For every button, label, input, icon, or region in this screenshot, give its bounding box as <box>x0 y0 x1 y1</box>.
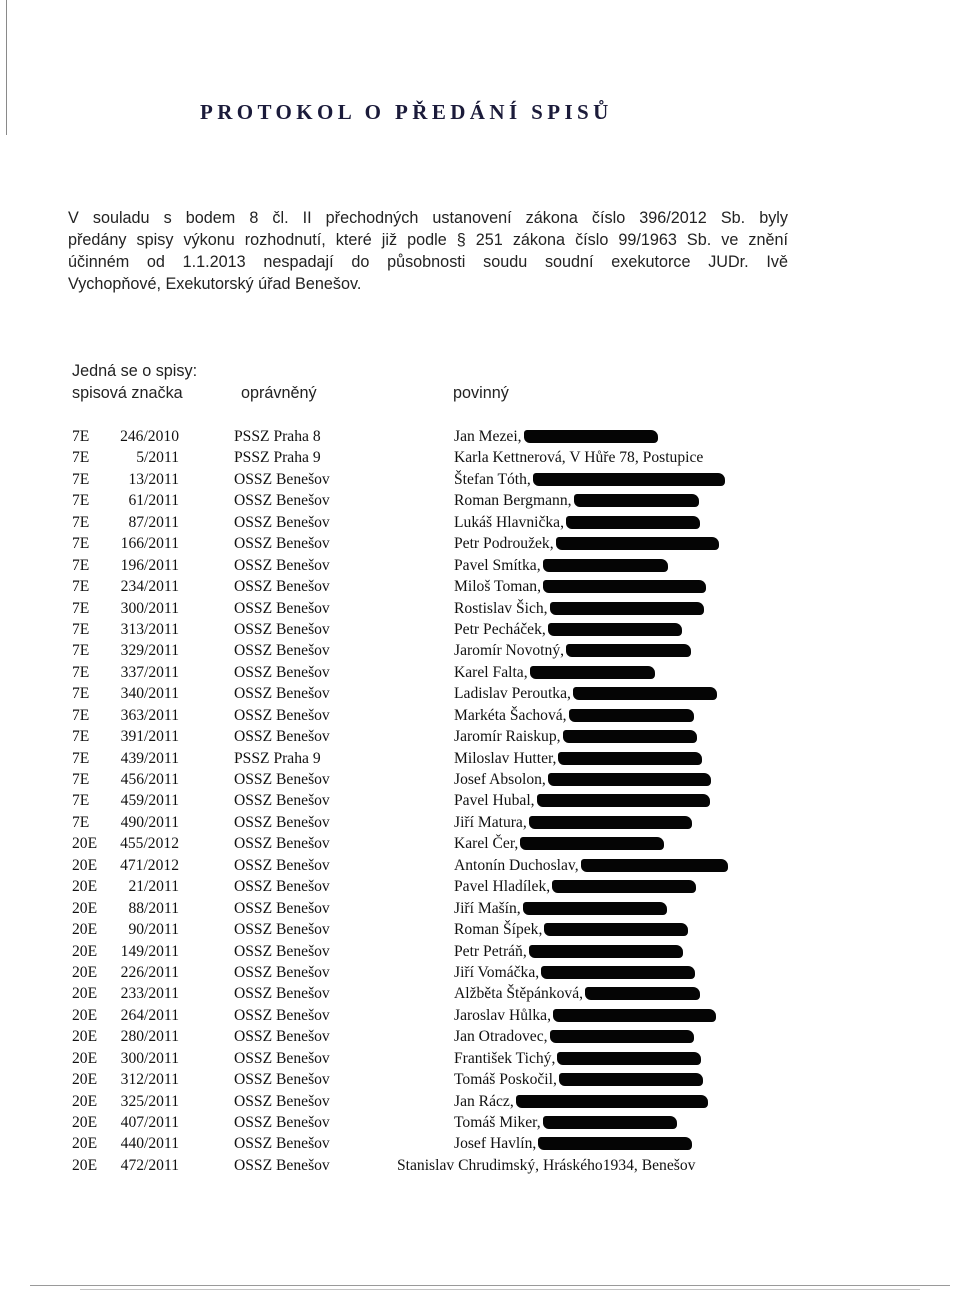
file-list <box>0 426 960 1176</box>
file-register: 20E <box>72 1156 98 1174</box>
file-register: 20E <box>72 1049 98 1067</box>
file-register: 20E <box>72 1071 98 1089</box>
redaction-bar <box>550 602 704 615</box>
file-row <box>0 683 960 704</box>
entitled-party: OSSZ Benešov <box>234 685 330 703</box>
file-number: 490/2011 <box>120 813 179 831</box>
obliged-party: Roman Šípek, <box>454 921 543 939</box>
obliged-party: Petr Pecháček, <box>454 620 546 638</box>
file-number: 455/2012 <box>120 835 179 853</box>
intro-line: předány spisy výkonu rozhodnutí, které již podle § 251 zákona číslo 99/1963 Sb. ve znění <box>68 231 788 249</box>
entitled-party: OSSZ Benešov <box>234 1092 330 1110</box>
file-row <box>0 769 960 790</box>
redaction-bar <box>573 687 717 700</box>
file-number: 87/2011 <box>128 513 179 531</box>
scan-edge-line <box>6 0 7 135</box>
obliged-party: Rostislav Šich, <box>454 599 548 617</box>
file-register: 7E <box>72 749 90 767</box>
obliged-party: Pavel Smítka, <box>454 556 541 574</box>
file-register: 7E <box>72 449 90 467</box>
entitled-party: OSSZ Benešov <box>234 706 330 724</box>
obliged-party: Jan Rácz, <box>454 1092 514 1110</box>
file-row <box>0 983 960 1004</box>
file-row <box>0 598 960 619</box>
file-number: 459/2011 <box>120 792 179 810</box>
file-number: 196/2011 <box>120 556 179 574</box>
file-number: 471/2012 <box>120 856 179 874</box>
file-row <box>0 662 960 683</box>
intro-line: V souladu s bodem 8 čl. II přechodných ustanovení zákona číslo 396/2012 Sb. byly <box>68 209 788 227</box>
redaction-bar <box>581 859 728 872</box>
bottom-rule <box>80 1289 920 1290</box>
file-row <box>0 576 960 597</box>
obliged-party: Karel Falta, <box>454 663 528 681</box>
redaction-bar <box>566 644 691 657</box>
file-row <box>0 533 960 554</box>
file-row <box>0 855 960 876</box>
intro-line: Vychopňové, Exekutorský úřad Benešov. <box>68 275 362 293</box>
obliged-party: Roman Bergmann, <box>454 492 572 510</box>
redaction-bar <box>552 880 696 893</box>
intro-line: účinném od 1.1.2013 nespadají do působnosti soudu soudní exekutorce JUDr. Ivě <box>68 253 788 271</box>
obliged-party: Josef Absolon, <box>454 771 546 788</box>
file-register: 20E <box>72 942 98 960</box>
document-title: PROTOKOL O PŘEDÁNÍ SPISŮ <box>200 100 613 124</box>
redaction-bar <box>557 1052 701 1065</box>
obliged-party: Stanislav Chrudimský, Hráského1934, Benešov <box>397 1156 696 1174</box>
entitled-party: OSSZ Benešov <box>234 792 330 810</box>
entitled-party: PSSZ Praha 9 <box>234 749 321 767</box>
file-register: 7E <box>72 470 90 488</box>
file-register: 20E <box>72 1135 98 1153</box>
file-number: 300/2011 <box>120 1049 179 1067</box>
file-number: 407/2011 <box>120 1114 179 1131</box>
redaction-bar <box>563 730 697 743</box>
entitled-party: OSSZ Benešov <box>234 813 330 831</box>
file-register: 7E <box>72 492 90 510</box>
file-register: 7E <box>72 792 90 810</box>
redaction-bar <box>569 709 694 722</box>
file-number: 439/2011 <box>120 749 179 767</box>
entitled-party: OSSZ Benešov <box>234 556 330 574</box>
obliged-party: Pavel Hubal, <box>454 792 535 810</box>
file-number: 329/2011 <box>120 642 179 660</box>
entitled-party: OSSZ Benešov <box>234 878 330 896</box>
file-row <box>0 469 960 490</box>
entitled-party: OSSZ Benešov <box>234 470 330 488</box>
file-number: 312/2011 <box>120 1071 179 1089</box>
file-number: 61/2011 <box>128 492 179 510</box>
entitled-party: OSSZ Benešov <box>234 620 330 638</box>
file-row <box>0 1048 960 1069</box>
entitled-party: OSSZ Benešov <box>234 599 330 617</box>
entitled-party: PSSZ Praha 9 <box>234 449 321 467</box>
file-row <box>0 919 960 940</box>
redaction-bar <box>556 537 719 550</box>
file-register: 7E <box>72 513 90 531</box>
obliged-party: Jiří Vomáčka, <box>454 963 540 981</box>
file-number: 264/2011 <box>120 1006 179 1024</box>
file-register: 20E <box>72 835 98 853</box>
entitled-party: OSSZ Benešov <box>234 578 330 596</box>
obliged-party: Karel Čer, <box>454 835 519 853</box>
file-number: 440/2011 <box>120 1135 179 1153</box>
redaction-bar <box>543 559 668 572</box>
file-row <box>0 726 960 747</box>
file-number: 313/2011 <box>120 620 179 638</box>
entitled-party: OSSZ Benešov <box>234 985 330 1003</box>
redaction-bar <box>530 666 655 679</box>
file-row <box>0 490 960 511</box>
file-row <box>0 512 960 533</box>
column-header-file-mark: spisová značka <box>72 384 183 402</box>
obliged-party: Jaroslav Hůlka, <box>454 1006 552 1024</box>
redaction-bar <box>553 1009 716 1022</box>
entitled-party: OSSZ Benešov <box>234 535 330 553</box>
entitled-party: OSSZ Benešov <box>234 963 330 981</box>
file-register: 7E <box>72 599 90 617</box>
obliged-party: Markéta Šachová, <box>454 706 567 724</box>
file-register: 7E <box>72 706 90 724</box>
redaction-bar <box>529 945 683 958</box>
file-row <box>0 1133 960 1154</box>
file-row <box>0 748 960 769</box>
file-number: 337/2011 <box>120 663 179 681</box>
file-number: 472/2011 <box>120 1156 179 1174</box>
file-register: 20E <box>72 856 98 874</box>
entitled-party: PSSZ Praha 8 <box>234 428 321 445</box>
file-row <box>0 790 960 811</box>
redaction-bar <box>543 1116 677 1129</box>
entitled-party: OSSZ Benešov <box>234 771 330 788</box>
obliged-party: Tomáš Miker, <box>454 1114 541 1131</box>
obliged-party: Petr Podroužek, <box>454 535 554 553</box>
entitled-party: OSSZ Benešov <box>234 856 330 874</box>
file-row <box>0 426 960 447</box>
obliged-party: Jan Otradovec, <box>454 1028 548 1046</box>
file-row <box>0 833 960 854</box>
file-register: 20E <box>72 985 98 1003</box>
entitled-party: OSSZ Benešov <box>234 1006 330 1024</box>
file-register: 20E <box>72 1006 98 1024</box>
file-number: 234/2011 <box>120 578 179 596</box>
redaction-bar <box>558 752 702 765</box>
file-number: 363/2011 <box>120 706 179 724</box>
file-row <box>0 1005 960 1026</box>
file-row <box>0 812 960 833</box>
obliged-party: Pavel Hladílek, <box>454 878 551 896</box>
file-register: 7E <box>72 556 90 574</box>
entitled-party: OSSZ Benešov <box>234 1114 330 1131</box>
file-number: 340/2011 <box>120 685 179 703</box>
entitled-party: OSSZ Benešov <box>234 835 330 853</box>
file-row <box>0 1069 960 1090</box>
file-register: 7E <box>72 728 90 746</box>
file-register: 7E <box>72 642 90 660</box>
bottom-rule <box>30 1285 950 1286</box>
column-header-entitled: oprávněný <box>241 384 317 402</box>
file-row <box>0 555 960 576</box>
entitled-party: OSSZ Benešov <box>234 492 330 510</box>
obliged-party: Josef Havlín, <box>454 1135 537 1153</box>
file-number: 233/2011 <box>120 985 179 1003</box>
redaction-bar <box>520 837 664 850</box>
redaction-bar <box>548 773 711 786</box>
file-register: 7E <box>72 535 90 553</box>
entitled-party: OSSZ Benešov <box>234 942 330 960</box>
file-register: 7E <box>72 428 90 445</box>
obliged-party: Jaromír Novotný, <box>454 642 565 660</box>
file-number: 391/2011 <box>120 728 179 746</box>
file-number: 456/2011 <box>120 771 179 788</box>
redaction-bar <box>574 494 699 507</box>
file-row <box>0 898 960 919</box>
file-row <box>0 705 960 726</box>
redaction-bar <box>543 580 706 593</box>
entitled-party: OSSZ Benešov <box>234 642 330 660</box>
entitled-party: OSSZ Benešov <box>234 899 330 917</box>
obliged-party: František Tichý, <box>454 1049 556 1067</box>
file-number: 88/2011 <box>128 899 179 917</box>
file-register: 20E <box>72 1114 98 1131</box>
file-register: 7E <box>72 771 90 788</box>
obliged-party: Miloslav Hutter, <box>454 749 557 767</box>
entitled-party: OSSZ Benešov <box>234 513 330 531</box>
file-row <box>0 876 960 897</box>
file-number: 166/2011 <box>120 535 179 553</box>
entitled-party: OSSZ Benešov <box>234 663 330 681</box>
file-number: 5/2011 <box>136 449 179 467</box>
file-number: 149/2011 <box>120 942 179 960</box>
redaction-bar <box>524 430 658 443</box>
column-header-obliged: povinný <box>453 384 509 402</box>
file-register: 7E <box>72 685 90 703</box>
redaction-bar <box>523 902 667 915</box>
file-number: 90/2011 <box>128 921 179 939</box>
file-number: 246/2010 <box>120 428 179 445</box>
file-register: 7E <box>72 663 90 681</box>
file-register: 20E <box>72 899 98 917</box>
file-register: 7E <box>72 813 90 831</box>
entitled-party: OSSZ Benešov <box>234 1071 330 1089</box>
redaction-bar <box>529 816 692 829</box>
obliged-party: Lukáš Hlavnička, <box>454 513 564 531</box>
file-row <box>0 1026 960 1047</box>
obliged-party: Ladislav Peroutka, <box>454 685 571 703</box>
obliged-party: Petr Petráň, <box>454 942 527 960</box>
file-row <box>0 619 960 640</box>
entitled-party: OSSZ Benešov <box>234 921 330 939</box>
obliged-party: Miloš Toman, <box>454 578 541 596</box>
file-register: 7E <box>72 620 90 638</box>
redaction-bar <box>566 516 700 529</box>
intro-paragraph <box>68 207 788 295</box>
file-number: 13/2011 <box>128 470 179 488</box>
redaction-bar <box>538 1137 692 1150</box>
file-register: 20E <box>72 963 98 981</box>
entitled-party: OSSZ Benešov <box>234 1049 330 1067</box>
file-number: 280/2011 <box>120 1028 179 1046</box>
file-number: 325/2011 <box>120 1092 179 1110</box>
obliged-party: Jiří Mašín, <box>454 899 521 917</box>
obliged-party: Alžběta Štěpánková, <box>454 985 584 1003</box>
entitled-party: OSSZ Benešov <box>234 1028 330 1046</box>
file-row <box>0 640 960 661</box>
file-row <box>0 1155 960 1176</box>
file-row <box>0 941 960 962</box>
redaction-bar <box>537 794 710 807</box>
redaction-bar <box>548 623 682 636</box>
file-row <box>0 447 960 468</box>
entitled-party: OSSZ Benešov <box>234 728 330 746</box>
obliged-party: Jaromír Raiskup, <box>454 728 561 746</box>
obliged-party: Karla Kettnerová, V Hůře 78, Postupice <box>454 449 704 467</box>
obliged-party: Jan Mezei, <box>454 428 522 445</box>
redaction-bar <box>516 1095 708 1108</box>
redaction-bar <box>541 966 695 979</box>
file-number: 226/2011 <box>120 963 179 981</box>
list-intro: Jedná se o spisy: <box>72 362 198 380</box>
file-number: 21/2011 <box>128 878 179 896</box>
redaction-bar <box>533 473 725 486</box>
obliged-party: Štefan Tóth, <box>454 470 531 488</box>
obliged-party: Jiří Matura, <box>454 813 527 831</box>
obliged-party: Antonín Duchoslav, <box>454 856 579 874</box>
file-register: 7E <box>72 578 90 596</box>
entitled-party: OSSZ Benešov <box>234 1135 330 1153</box>
redaction-bar <box>550 1030 694 1043</box>
obliged-party: Tomáš Poskočil, <box>454 1071 557 1089</box>
file-row <box>0 1091 960 1112</box>
file-register: 20E <box>72 921 98 939</box>
redaction-bar <box>585 987 700 1000</box>
redaction-bar <box>559 1073 703 1086</box>
entitled-party: OSSZ Benešov <box>234 1156 330 1174</box>
file-register: 20E <box>72 1028 98 1046</box>
file-row <box>0 962 960 983</box>
file-row <box>0 1112 960 1133</box>
file-register: 20E <box>72 878 98 896</box>
redaction-bar <box>544 923 688 936</box>
file-number: 300/2011 <box>120 599 179 617</box>
file-register: 20E <box>72 1092 98 1110</box>
